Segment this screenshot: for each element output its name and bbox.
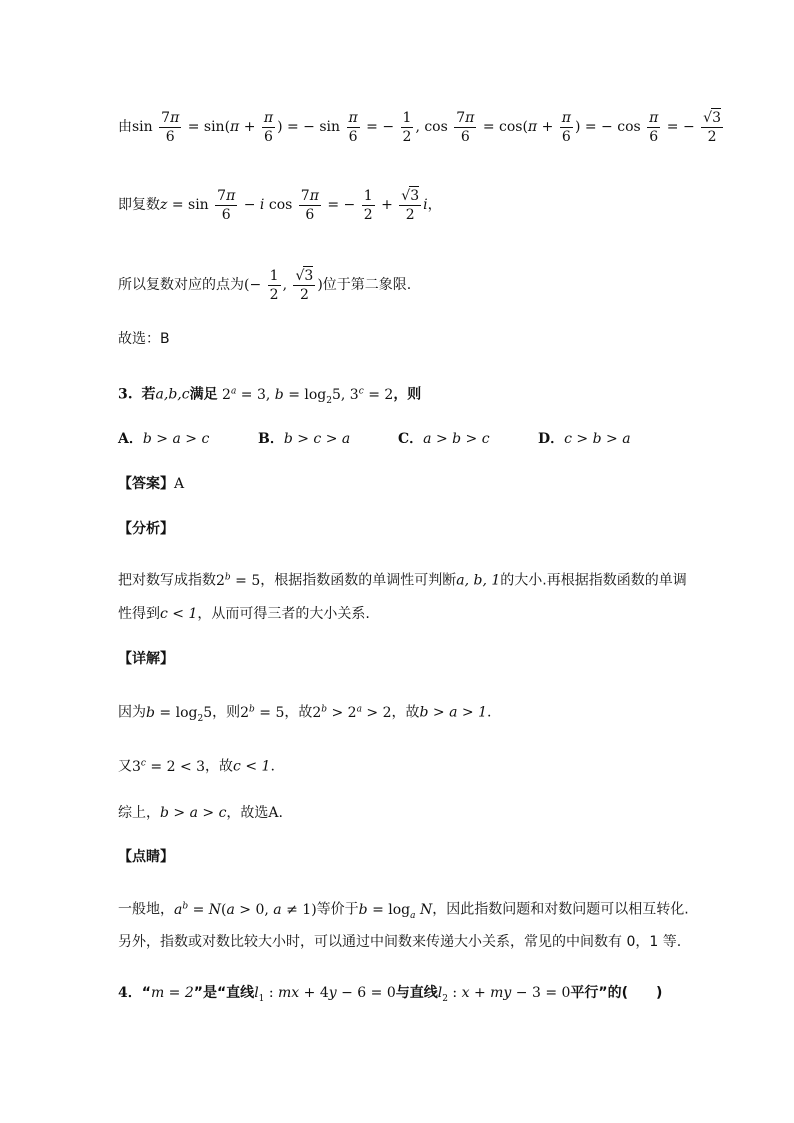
lead-text: 即复数 xyxy=(118,197,160,213)
tail-text: ， xyxy=(427,197,442,213)
condition-math: $2^a = 3$, $b = \log_25$, $3^c = 2$ xyxy=(222,386,394,406)
math-inline: $2^b = 5$ xyxy=(240,704,285,721)
question-3-stem xyxy=(118,380,421,411)
math-inline: $3^c = 2 < 3$ xyxy=(132,758,206,775)
point-expression: (− $\frac{1}{2}$ , $\frac{√3}{2}$ ) xyxy=(244,267,323,303)
question-3-options xyxy=(118,428,678,450)
stem-text: 若 xyxy=(141,386,156,403)
answer-tag: 【答案】 xyxy=(118,476,174,492)
solution-line-3 xyxy=(118,266,411,304)
math-inline: $l_1$ : mx + 4y − 6 = 0 xyxy=(254,985,396,1004)
lead-text: 所以复数对应的点为 xyxy=(118,277,244,293)
comment-tag: 【点睛】 xyxy=(118,849,174,865)
stem-text: 满足 xyxy=(189,386,218,403)
math-inline: a, b, 1 xyxy=(456,572,501,589)
detail-tag: 【详解】 xyxy=(118,651,174,667)
math-inline: c < 1 xyxy=(160,606,198,622)
stem-vars: a,b,c xyxy=(155,386,190,403)
math-inline: $l_2$ : x + my − 3 = 0 xyxy=(437,985,571,1004)
math-inline: c < 1 xyxy=(233,758,271,775)
choice-line: 故选：B xyxy=(118,331,170,347)
math-inline: $2^b = 5$ xyxy=(216,572,261,589)
math-inline: b > a > c xyxy=(160,805,227,821)
math-inline: $b = \log_a N$ xyxy=(358,901,433,921)
math-inline: $b = \log_25$ xyxy=(146,704,213,724)
math-inline: $a^b = N(a > 0$, a ≠ 1) xyxy=(174,901,317,918)
analysis-tag: 【分析】 xyxy=(118,521,174,537)
comment-line-1: 一般地，$a^b = N(a > 0$, a ≠ 1)等价于$b = \log_a N$，因此指数问题和对数问题可以相互转化. xyxy=(118,901,689,921)
answer-value: A xyxy=(174,476,185,492)
analysis-line-2: 性得到c < 1，从而可得三者的大小关系. xyxy=(118,606,370,622)
question-4-stem: 4．“m = 2”是“直线$l_1$ : mx + 4y − 6 = 0与直线$l_2$ : x + my − 3 = 0平行”的( ) xyxy=(118,985,663,1004)
option-b[interactable]: B．b > c > a xyxy=(258,431,351,447)
comment-line-2: 另外，指数或对数比较大小时，可以通过中间数来传递大小关系，常见的中间数有 0，1 等. xyxy=(118,934,682,950)
tail-text: 位于第二象限. xyxy=(322,277,412,293)
math-expression: z = sin $\frac{7\pi}{6}$ − i cos $\frac{7\pi}{6}$ = − $\frac{1}{2}$ + $\frac{√3}{2}$ i xyxy=(160,187,428,223)
answer-line xyxy=(118,473,184,495)
question-number: 3. xyxy=(118,386,133,403)
math-expression: sin $\frac{7\pi}{6}$ = sin(π + $\frac{\pi}{6}$ ) = − sin $\frac{\pi}{6}$ = − $\frac{1}{2}$ , cos $\frac{7\pi}{6}$ = cos(π + $\frac{\pi}{6}$ ) = − cos $\frac{\pi}{6}$ = − $\frac{√3}{2}$ xyxy=(132,109,722,145)
option-c[interactable]: C．a > b > c xyxy=(398,431,490,447)
lead-text: 由 xyxy=(118,119,132,135)
option-a[interactable]: A．b > a > c xyxy=(118,431,210,447)
stem-text: ，则 xyxy=(393,386,422,403)
solution-line-1 xyxy=(118,108,725,146)
detail-line-2: 又$3^c = 2 < 3$，故c < 1. xyxy=(118,758,275,775)
math-inline: $2^b > 2^a > 2$ xyxy=(312,704,392,721)
analysis-line-1: 把对数写成指数$2^b = 5$，根据指数函数的单调性可判断a, b, 1的大小.再根据指数函数的单调 xyxy=(118,572,687,589)
detail-line-3: 综上，b > a > c，故选A. xyxy=(118,805,283,821)
question-number: 4． xyxy=(118,985,142,1001)
math-inline: b > a > 1 xyxy=(419,704,487,721)
detail-line-1: 因为$b = \log_25$，则$2^b = 5$，故$2^b > 2^a > 2$，故b > a > 1. xyxy=(118,704,492,724)
solution-line-2 xyxy=(118,186,442,224)
option-d[interactable]: D．c > b > a xyxy=(538,431,631,447)
